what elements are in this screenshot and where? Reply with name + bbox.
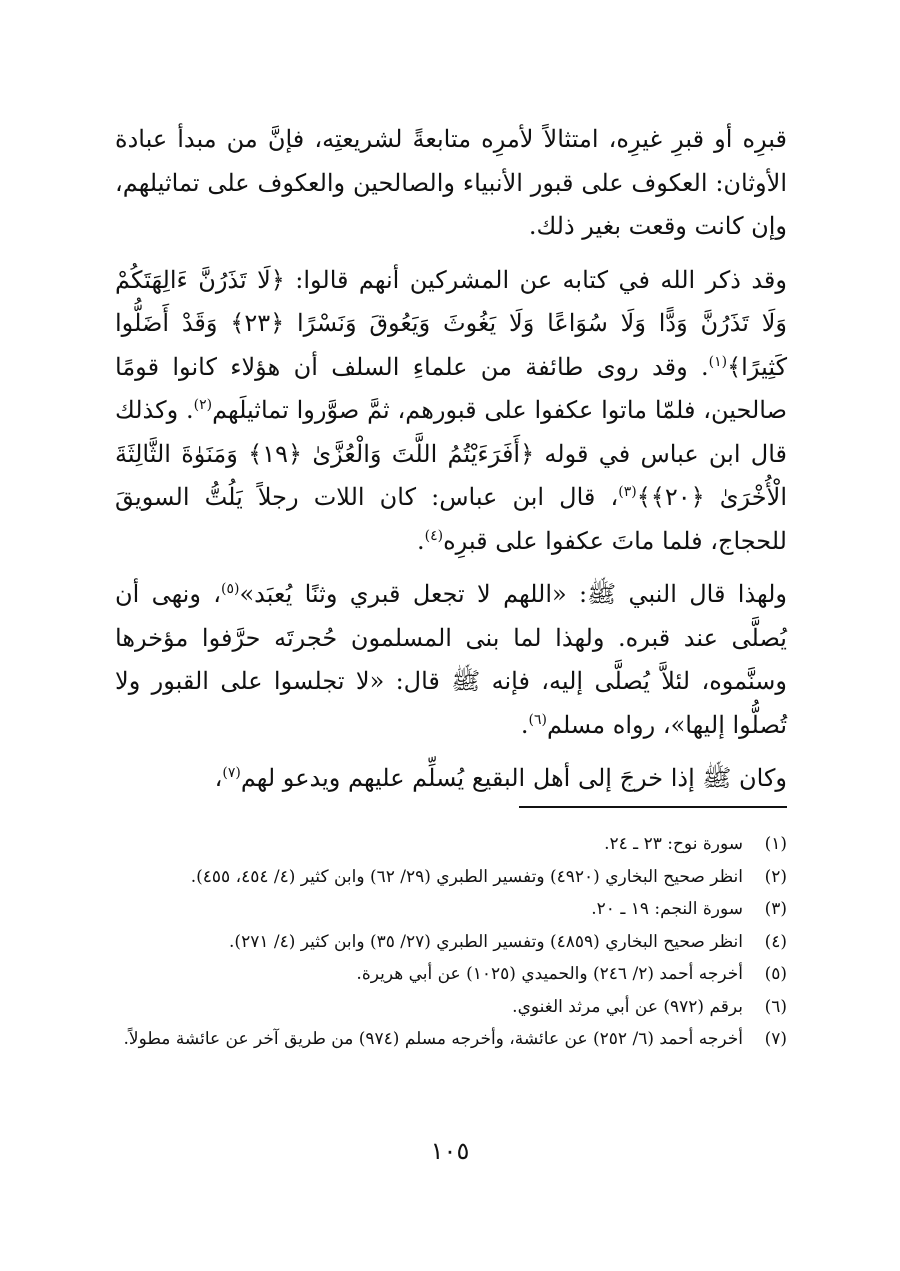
paragraph-text: . وكذلك قال ابن عباس في قوله ﴿أَفَرَءَيْتُمُ اللَّتَ وَالْعُزَّىٰ ﴿١٩﴾ وَمَنَوٰةَ الثَّالِثَةَ الْأُخْرَىٰ ﴿٢٠﴾﴾ xyxy=(115,396,788,511)
footnote xyxy=(115,991,787,1024)
footnote-text: أخرجه أحمد (٦/ ٢٥٢) عن عائشة، وأخرجه مسلم (٩٧٤) من طريق آخر عن عائشة مطولاً. xyxy=(123,1029,743,1049)
page-body xyxy=(115,118,787,811)
footnote-text: سورة النجم: ١٩ ـ ٢٠. xyxy=(591,899,743,919)
footnote-reference: (٢) xyxy=(193,397,213,413)
footnote xyxy=(115,958,787,991)
paragraph xyxy=(115,259,787,564)
paragraph xyxy=(115,757,787,801)
main-text xyxy=(115,118,787,801)
footnote-reference: (٧) xyxy=(222,765,241,781)
page-number: ١٠٥ xyxy=(430,1137,470,1165)
footnote-number: (٦) xyxy=(764,996,787,1017)
footnote xyxy=(115,893,787,926)
footnotes-list xyxy=(115,828,787,1056)
paragraph-text: ، xyxy=(214,764,223,792)
paragraph-text: . xyxy=(520,710,529,739)
footnote xyxy=(115,828,787,861)
footnote-reference: (٣) xyxy=(618,484,637,500)
footnote-text: سورة نوح: ٢٣ ـ ٢٤. xyxy=(604,834,743,854)
footnote-text: أخرجه أحمد (٢/ ٢٤٦) والحميدي (١٠٢٥) عن أبي هريرة. xyxy=(356,964,743,984)
footnote-number: (٢) xyxy=(764,866,787,887)
footnote xyxy=(115,926,787,959)
paragraph-text: ، ونهى أن يُصلَّى عند قبره. ولهذا لما بنى المسلمون حُجرتَه حرَّفوا مؤخرها وسنَّموه، لئلاَّ يُصلَّى إليه، فإنه ﷺ قال: «لا تجلسوا على القبور ولا تُصلُّوا إليها»، رواه مسلم xyxy=(115,580,787,739)
footnote-divider xyxy=(519,806,787,808)
footnote-text: انظر صحيح البخاري (٤٨٥٩) وتفسير الطبري (٢٧/ ٣٥) وابن كثير (٤/ ٢٧١). xyxy=(229,931,743,952)
paragraph-text: . xyxy=(417,526,425,555)
footnote xyxy=(115,1023,787,1056)
footnote-number: (٤) xyxy=(764,931,787,952)
footnote-reference: (١) xyxy=(708,353,728,370)
paragraph-text: وكان ﷺ إذا خرجَ إلى أهل البقيع يُسلِّم عليهم ويدعو لهم xyxy=(240,764,787,792)
footnote-number: (٣) xyxy=(764,899,787,919)
footnote-reference: (٤) xyxy=(424,527,444,544)
footnote xyxy=(115,861,787,894)
footnote-text: انظر صحيح البخاري (٤٩٢٠) وتفسير الطبري (٢٩/ ٦٢) وابن كثير (٤/ ٤٥٤، ٤٥٥). xyxy=(190,866,743,887)
paragraph xyxy=(115,573,787,747)
paragraph-text: ، قال ابن عباس: كان اللات رجلاً يَلُتُّ السويقَ للحجاج، فلما ماتَ عكفوا على قبرِه xyxy=(115,483,787,555)
footnote-reference: (٦) xyxy=(528,711,547,728)
footnote-number: (١) xyxy=(764,834,787,854)
paragraph-text: . وقد روى طائفة من علماءِ السلف أن هؤلاء كانوا قومًا صالحين، فلمّا ماتوا عكفوا على قبورهم، ثمَّ صوَّروا تماثيلَهم xyxy=(115,352,787,424)
footnote-number: (٥) xyxy=(764,964,787,984)
paragraph-text: قبرِه أو قبرِ غيرِه، امتثالاً لأمرِه متابعةً لشريعتِه، فإنَّ من مبدأ عبادة الأوثان: العكوف على قبور الأنبياء والصالحين والعكوف على تماثيلهم، وإن كانت وقعت بغير ذلك. xyxy=(115,125,787,240)
footnote-reference: (٥) xyxy=(221,581,240,597)
paragraph-text: ولهذا قال النبي ﷺ: «اللهم لا تجعل قبري وثنًا يُعبَد» xyxy=(239,580,788,608)
footnote-number: (٧) xyxy=(764,1029,787,1049)
footnote-text: برقم (٩٧٢) عن أبي مرثد الغنوي. xyxy=(512,996,743,1017)
paragraph-text: وقد ذكر الله في كتابه عن المشركين أنهم قالوا: ﴿لَا تَذَرُنَّ ءَالِهَتَكُمْ وَلَا تَذَرُنَّ وَدًّا وَلَا سُوَاعًا وَلَا يَغُوثَ وَيَعُوقَ وَنَسْرًا ﴿٢٣﴾ وَقَدْ أَضَلُّوا كَثِيرًا﴾ xyxy=(115,265,787,381)
paragraph xyxy=(115,118,787,249)
